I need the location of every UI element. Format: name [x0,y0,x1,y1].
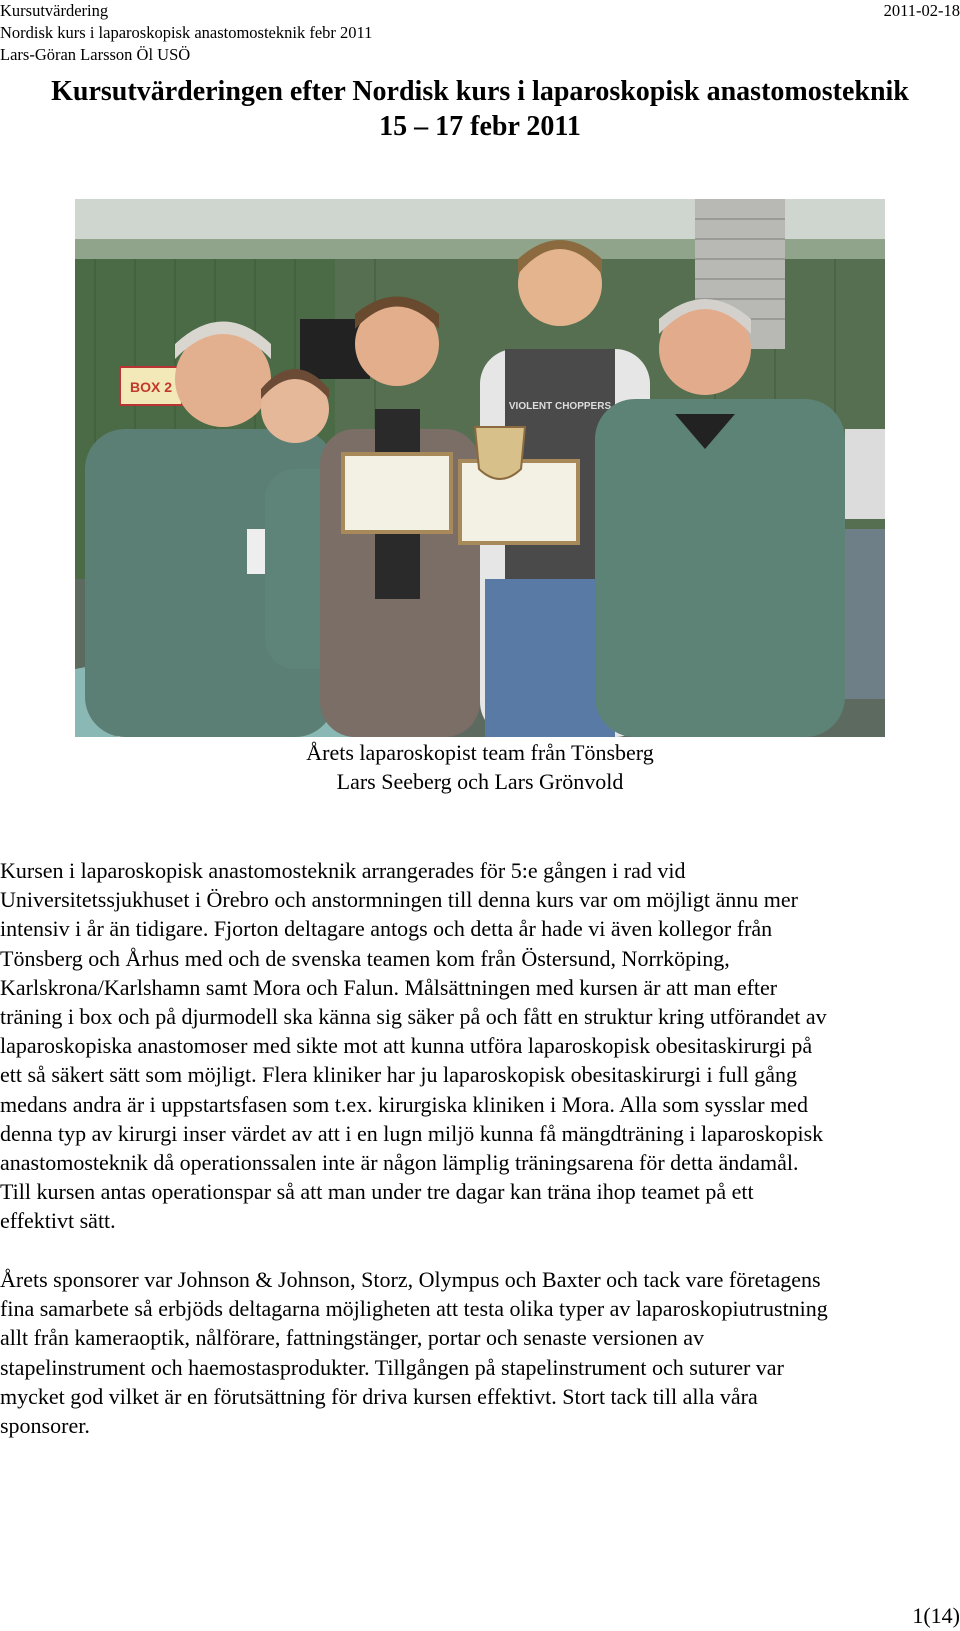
paragraph-line: sponsorer. [0,1413,90,1439]
paragraph-line: Karlskrona/Karlshamn samt Mora och Falun. Målsättningen med kursen är att man efter [0,974,778,1000]
paragraph-line: Universitetssjukhuset i Örebro och anstormningen till denna kurs var om möjligt ännu mer [0,887,798,913]
paragraph-line: stapelinstrument och haemostasprodukter. Tillgången på stapelinstrument och suturer var [0,1354,784,1380]
box-sign-text: BOX 2 [129,379,173,395]
caption-line-2: Lars Seeberg och Lars Grönvold [336,769,624,794]
paragraph-line: mycket god vilket är en förutsättning för driva kursen effektivt. Stort tack till alla våra [0,1383,758,1409]
title-line-2: 15 – 17 febr 2011 [379,111,581,142]
paragraph-line: fina samarbete så erbjöds deltagarna möjligheten att testa olika typer av laparoskopiutrustning [0,1296,828,1322]
paragraph-line: Tönsberg och Århus med och de svenska teamen kom från Östersund, Norrköping, [0,945,730,971]
page-number: 1(14) [912,1603,960,1628]
paragraph-line: anastomosteknik då operationssalen inte är någon lämplig träningsarena för detta ändamål. [0,1150,799,1176]
paragraph-line: Till kursen antas operationspar så att man under tre dagar kan träna ihop teamet på ett [0,1179,754,1205]
photo-caption [0,738,960,796]
team-photo-illustration [75,199,885,737]
header-author: Lars-Göran Larsson Öl USÖ [0,45,191,64]
paragraph-line: allt från kameraoptik, nålförare, fattningstänger, portar och senaste versionen av [0,1325,705,1351]
page-title [0,74,960,144]
paragraph-sponsors [0,1265,960,1440]
paragraph-line: Kursen i laparoskopisk anastomosteknik arrangerades för 5:e gången i rad vid [0,858,686,883]
header-date: 2011-02-18 [883,1,960,20]
team-photo [75,199,885,737]
shirt-text: VIOLENT CHOPPERS [508,401,612,412]
caption-line-1: Årets laparoskopist team från Tönsberg [306,740,654,765]
header-doc-type: Kursutvärdering [0,1,109,20]
paragraph-line: medans andra är i uppstartsfasen som t.ex. kirurgiska kliniken i Mora. Alla som sysslar med [0,1091,808,1117]
paragraph-line: intensiv i år än tidigare. Fjorton deltagare antogs och detta år hade vi även kollegor från [0,916,773,942]
paragraph-line: denna typ av kirurgi inser värdet av att i en lugn miljö kunna få mängdträning i laparoskopisk [0,1120,824,1146]
header-course-name: Nordisk kurs i laparoskopisk anastomosteknik febr 2011 [0,23,373,42]
paragraph-line: effektivt sätt. [0,1208,116,1234]
title-line-1: Kursutvärderingen efter Nordisk kurs i laparoskopisk anastomosteknik [51,76,909,107]
paragraph-line: ett så säkert sätt som möjligt. Flera kliniker har ju laparoskopisk obesitaskirurgi i full gång [0,1062,797,1088]
page-header [0,0,960,66]
paragraph-line: Årets sponsorer var Johnson & Johnson, Storz, Olympus och Baxter och tack vare företagens [0,1267,821,1292]
paragraph-line: träning i box och på djurmodell ska känna sig säker på och fått en struktur kring utförandet av [0,1004,827,1030]
paragraph-course-description [0,856,960,1236]
paragraph-line: laparoskopiska anastomoser med sikte mot att kunna utföra laparoskopisk obesitaskirurgi på [0,1033,813,1059]
